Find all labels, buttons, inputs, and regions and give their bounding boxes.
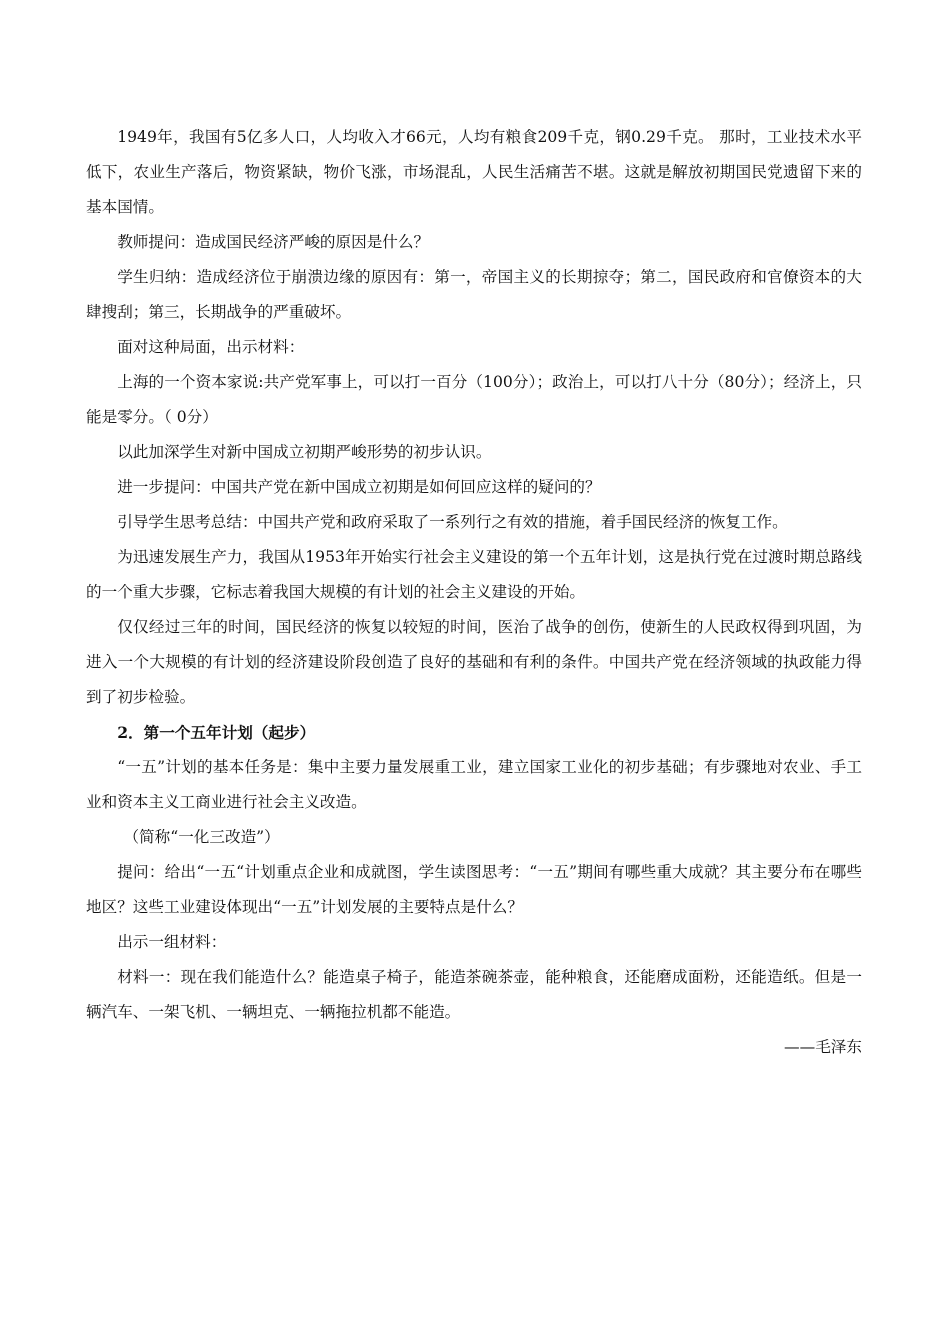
quote-attribution: ——毛泽东 [784, 1038, 862, 1056]
paragraph-basic-national-conditions: 1949年，我国有5亿多人口，人均收入才66元，人均有粮食209千克，钢0.29千克。 那时，工业技术水平低下，农业生产落后，物资紧缺，物价飞涨，市场混乱，人民生活痛苦不堪。这就是解放初期国民党遗留下来的基本国情。 [86, 128, 862, 216]
document-page [86, 120, 862, 1065]
paragraph-teacher-question: 教师提问：造成国民经济严峻的原因是什么？ [117, 233, 430, 251]
section-heading: 2．第一个五年计划（起步） [117, 723, 316, 742]
paragraph-guided-summary: 引导学生思考总结：中国共产党和政府采取了一系列行之有效的措施，着手国民经济的恢复工作。 [117, 513, 788, 531]
paragraph-first-five-year-plan-start: 为迅速发展生产力，我国从1953年开始实行社会主义建设的第一个五年计划，这是执行党在过渡时期总路线的一个重大步骤，它标志着我国大规模的有计划的社会主义建设的开始。 [86, 548, 862, 601]
paragraph-shanghai-capitalist-quote: 上海的一个资本家说:共产党军事上，可以打一百分（100分）；政治上，可以打八十分（80分）；经济上，只能是零分。（ 0分） [86, 373, 862, 426]
paragraph-abbreviation-note: （简称“一化三改造”） [123, 828, 280, 846]
paragraph-deepen-understanding: 以此加深学生对新中国成立初期严峻形势的初步认识。 [117, 443, 492, 461]
paragraph-plan-basic-tasks: “一五”计划的基本任务是：集中主要力量发展重工业，建立国家工业化的初步基础；有步骤地对农业、手工业和资本主义工商业进行社会主义改造。 [86, 758, 862, 811]
paragraph-economic-recovery: 仅仅经过三年的时间，国民经济的恢复以较短的时间，医治了战争的创伤，使新生的人民政权得到巩固，为进入一个大规模的有计划的经济建设阶段创造了良好的基础和有利的条件。中国共产党在经济领域的执政能力得到了初步检验。 [86, 618, 862, 706]
paragraph-further-question: 进一步提问：中国共产党在新中国成立初期是如何回应这样的疑问的？ [117, 478, 601, 496]
paragraph-show-materials: 出示一组材料： [117, 933, 227, 951]
paragraph-material-one: 材料一：现在我们能造什么？能造桌子椅子，能造茶碗茶壶，能种粮食，还能磨成面粉，还能造纸。但是一辆汽车、一架飞机、一辆坦克、一辆拖拉机都不能造。 [86, 968, 862, 1021]
paragraph-map-question: 提问：给出“一五“计划重点企业和成就图，学生读图思考：“一五”期间有哪些重大成就？其主要分布在哪些地区？这些工业建设体现出“一五”计划发展的主要特点是什么？ [86, 863, 862, 916]
paragraph-show-material: 面对这种局面，出示材料： [117, 338, 305, 356]
paragraph-student-summary: 学生归纳：造成经济位于崩溃边缘的原因有：第一，帝国主义的长期掠夺；第二，国民政府和官僚资本的大肆搜刮；第三，长期战争的严重破坏。 [86, 268, 862, 321]
